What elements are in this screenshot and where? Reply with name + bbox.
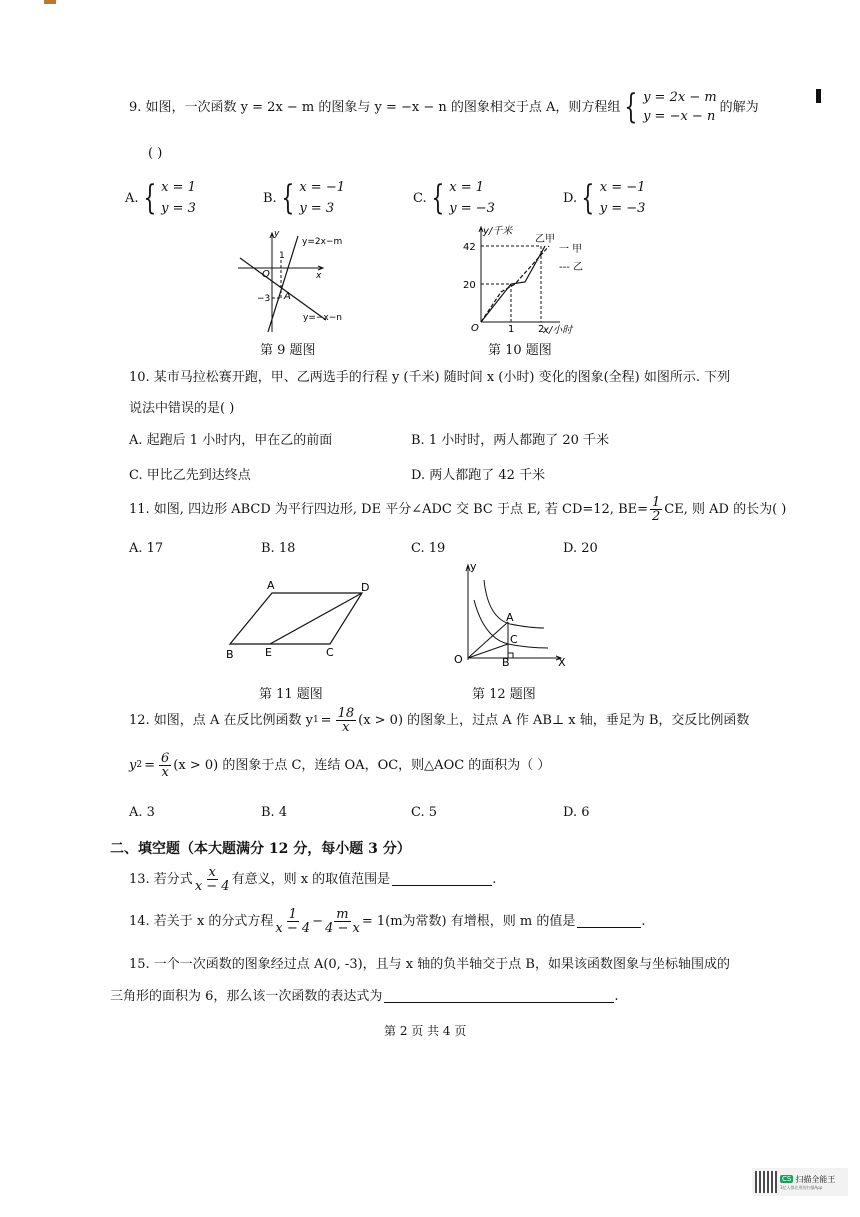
q12-stem-line2: y 2 = $\frac{6}{x}$ (x > 0) 的图象于点 C，连结 OA，OC，则△AOC 的面积为（ ） — [129, 751, 551, 780]
numerator: 18 — [337, 706, 355, 721]
q13-b: 有意义，则 x 的取值范围是 — [231, 872, 391, 887]
scanner-sub: 3亿人都在用的扫描App — [780, 1184, 823, 1190]
fraction — [159, 752, 171, 779]
q14-end: . — [641, 914, 646, 929]
q9-sys-line1: y = 2x − m — [643, 90, 717, 105]
q9-stem-row — [129, 87, 759, 127]
q13-answer-blank[interactable] — [392, 873, 492, 886]
qr-code-icon — [755, 1171, 777, 1193]
denominator: x — [342, 720, 350, 735]
q12-stem-a: 12. 如图，点 A 在反比例函数 y — [129, 713, 313, 728]
numerator: x — [208, 865, 216, 880]
q10-option-d: D. 两人都跑了 42 千米 — [411, 468, 546, 483]
fig10-legend-yi: --- 乙 — [559, 262, 584, 273]
q12-option-b: B. 4 — [261, 805, 288, 820]
fig12-o: O — [454, 653, 463, 666]
brace: { — [624, 87, 638, 127]
q13-end: . — [492, 872, 497, 887]
fraction — [195, 866, 230, 893]
q9-option-a — [125, 180, 196, 216]
fig9-line1-label: y=2x−m — [302, 237, 343, 247]
fig10-tick-2: 2 — [538, 324, 545, 335]
q11-stem — [129, 496, 786, 523]
page-footer: 第 2 页 共 4 页 — [384, 1024, 467, 1038]
q11-option-d: D. 20 — [563, 541, 598, 556]
brace: { — [581, 178, 595, 218]
q12-option-c: C. 5 — [411, 805, 438, 820]
option-line: y = 3 — [299, 201, 335, 216]
option-line: x = 1 — [161, 180, 196, 195]
q9-sys-line2: y = −x − n — [643, 109, 716, 124]
section-2-heading: 二、填空题（本大题满分 12 分，每小题 3 分） — [110, 841, 411, 857]
denominator: x − 4 — [194, 879, 230, 894]
fig12-b: B — [502, 656, 510, 669]
option-label: B. — [263, 190, 277, 206]
q9-option-c — [413, 180, 495, 216]
q15-line2-row — [110, 990, 619, 1003]
figure-10 — [455, 222, 605, 337]
fig9-line2-label: y=−x−n — [303, 313, 342, 323]
option-line: x = 1 — [449, 180, 485, 195]
brace: { — [430, 178, 444, 218]
numerator: 1 — [288, 907, 297, 922]
scanner-badge — [752, 1168, 848, 1196]
q10-option-c: C. 甲比乙先到达终点 — [129, 468, 251, 483]
fig9-y-label: y — [274, 229, 280, 239]
fraction — [275, 908, 310, 935]
q12-stem-line1: 12. 如图，点 A 在反比例函数 y 1 = $\frac{18}{x}$ (x > 0) 的图象上，过点 A 作 AB⊥ x 轴，垂足为 B，交反比例函数 — [129, 706, 750, 735]
q9-suffix: 的解为 — [719, 99, 759, 115]
q14-row — [129, 908, 645, 935]
option-line: y = 3 — [161, 201, 196, 216]
q13-a: 13. 若分式 — [129, 872, 193, 887]
figure-11 — [220, 578, 380, 663]
option-line: y = −3 — [449, 201, 495, 216]
q9-caption: 第 9 题图 — [260, 343, 316, 358]
option-line: x = −1 — [299, 180, 345, 195]
option-label: D. — [563, 190, 578, 206]
q10-caption: 第 10 题图 — [488, 343, 552, 358]
fig11-b: B — [226, 648, 234, 661]
denominator: x — [161, 765, 169, 780]
q12-option-a: A. 3 — [129, 805, 155, 820]
fig10-tick-20: 20 — [463, 280, 476, 291]
q14-answer-blank[interactable] — [577, 915, 641, 928]
fig11-e: E — [265, 646, 272, 659]
q11-caption: 第 11 题图 — [259, 687, 323, 702]
q9-stem: 9. 如图，一次函数 y = 2x − m 的图象与 y = −x − n 的图象相交于点 A，则方程组 — [129, 99, 621, 115]
figure-12 — [440, 560, 580, 672]
q15-line1: 15. 一个一次函数的图象经过点 A(0, -3)，且与 x 轴的负半轴交于点 B，如果该函数图象与坐标轴围成的 — [129, 957, 730, 972]
option-line: y = −3 — [599, 201, 646, 216]
fig12-c: C — [510, 633, 518, 646]
option-label: C. — [413, 190, 427, 206]
brace: { — [281, 178, 294, 218]
fig9-tick-1: 1 — [279, 251, 285, 261]
q10-option-b: B. 1 小时时，两人都跑了 20 千米 — [411, 433, 610, 448]
scanner-logo: CS — [782, 1175, 792, 1183]
corner-mark — [44, 0, 56, 4]
fraction — [336, 707, 357, 734]
q12-stem-b: (x > 0) 的图象上，过点 A 作 AB⊥ x 轴，垂足为 B，交反比例函数 — [358, 713, 750, 728]
fraction — [650, 496, 662, 523]
denominator: x − 4 — [275, 921, 311, 936]
q12-sub2: 2 — [136, 760, 143, 770]
fig11-c: C — [326, 646, 334, 659]
denominator: 2 — [652, 509, 661, 524]
fig10-y-label: y/千米 — [483, 226, 513, 237]
q15-answer-blank[interactable] — [384, 990, 614, 1003]
q14-minus: − — [312, 914, 324, 929]
fig12-y: y — [470, 560, 477, 573]
q11-option-c: C. 19 — [411, 541, 446, 556]
numerator: 1 — [652, 495, 661, 510]
q10-stem-line2: 说法中错误的是( ) — [129, 401, 235, 416]
fig10-x-label: x/小时 — [543, 325, 573, 336]
fig10-origin: O — [471, 323, 479, 334]
margin-mark — [816, 89, 821, 103]
fig11-a: A — [267, 579, 275, 592]
fraction — [325, 908, 360, 935]
fig9-x-label: x — [316, 271, 322, 281]
q10-option-a: A. 起跑后 1 小时内，甲在乙的前面 — [129, 433, 333, 448]
q12-y2: y — [129, 758, 137, 773]
option-line: x = −1 — [599, 180, 646, 195]
q9-system — [620, 87, 717, 127]
fig12-a: A — [506, 611, 514, 624]
fig9-tick-neg3: −3 — [257, 294, 271, 304]
q14-a: 14. 若关于 x 的分式方程 — [129, 914, 274, 929]
scanner-label: 扫描全能王 — [795, 1174, 836, 1184]
fig9-point-a: A — [284, 291, 291, 302]
denominator: 4 − x — [325, 921, 360, 936]
figure-9 — [230, 228, 360, 338]
q11-option-b: B. 18 — [261, 541, 296, 556]
q11-stem-a: 11. 如图, 四边形 ABCD 为平行四边形, DE 平分∠ADC 交 BC 于点 E, 若 CD=12, BE= — [129, 502, 649, 517]
numerator: m — [336, 907, 349, 922]
q9-option-d — [563, 180, 645, 216]
q11-option-a: A. 17 — [129, 541, 164, 556]
option-label: A. — [125, 190, 139, 206]
q15-end: . — [614, 989, 619, 1004]
q10-stem-line1: 10. 某市马拉松赛开跑，甲、乙两选手的行程 y (千米) 随时间 x (小时) 变化的图象(全程) 如图所示. 下列 — [129, 370, 731, 385]
q12-caption: 第 12 题图 — [472, 687, 536, 702]
q12-sub1: 1 — [312, 715, 319, 725]
q15-line2: 三角形的面积为 6，那么该一次函数的表达式为 — [110, 989, 383, 1004]
fig10-legend-jia: 一 甲 — [559, 244, 583, 255]
q12-stem-c: (x > 0) 的图象于点 C，连结 OA，OC，则△AOC 的面积为（ ） — [173, 758, 551, 773]
fig12-x: X — [558, 656, 566, 669]
q9-option-b — [263, 180, 345, 216]
fig10-end-labels: 乙甲 — [535, 234, 555, 245]
fig10-tick-1: 1 — [508, 324, 515, 335]
fig10-tick-42: 42 — [463, 242, 476, 253]
numerator: 6 — [161, 751, 170, 766]
q11-stem-b: CE, 则 AD 的长为( ) — [664, 502, 787, 517]
brace: { — [142, 178, 156, 218]
fig11-d: D — [361, 581, 370, 594]
q12-option-d: D. 6 — [563, 805, 590, 820]
q14-b: = 1(m为常数) 有增根，则 m 的值是 — [361, 914, 576, 929]
q9-paren: ( ) — [148, 146, 163, 161]
q13-row — [129, 866, 496, 893]
fig9-origin: O — [262, 269, 270, 280]
